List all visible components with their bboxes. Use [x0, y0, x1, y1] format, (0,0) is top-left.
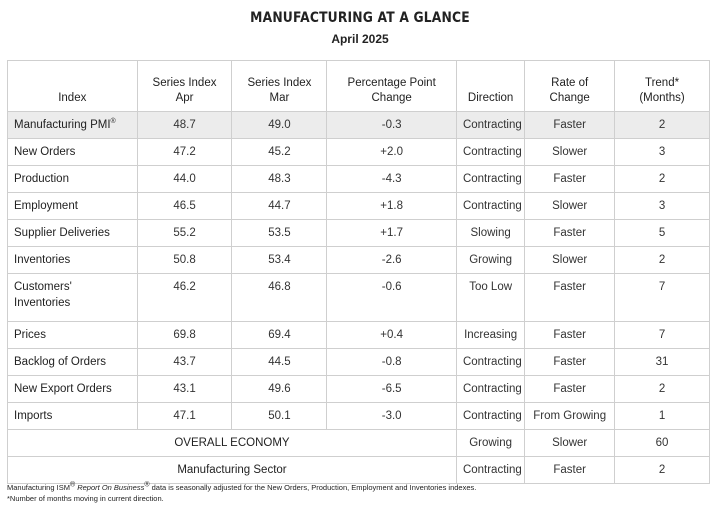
row-index: Backlog of Orders	[8, 349, 138, 376]
row-mar: 46.8	[232, 274, 327, 322]
row-direction: Contracting	[456, 349, 524, 376]
row-trend: 31	[615, 349, 710, 376]
row-index: New Orders	[8, 139, 138, 166]
col-header-direction: Direction	[456, 61, 524, 112]
row-trend: 2	[615, 112, 710, 139]
row-mar: 44.5	[232, 349, 327, 376]
col-header-apr: Series Index Apr	[137, 61, 232, 112]
row-mar: 45.2	[232, 139, 327, 166]
sector-direction: Contracting	[456, 457, 524, 484]
footnote-seasonal: Manufacturing ISM® Report On Business® data is seasonally adjusted for the New Orders, Production, Employment and Inventories indexes.	[7, 481, 477, 492]
manufacturing-table	[7, 60, 710, 484]
row-mar: 50.1	[232, 403, 327, 430]
row-direction: Contracting	[456, 376, 524, 403]
row-rate: Faster	[525, 112, 615, 139]
row-trend: 2	[615, 166, 710, 193]
overall-direction: Growing	[456, 430, 524, 457]
row-index: Imports	[8, 403, 138, 430]
table-row	[8, 322, 710, 349]
row-apr: 48.7	[137, 112, 232, 139]
row-change: -4.3	[327, 166, 457, 193]
row-direction: Growing	[456, 247, 524, 274]
row-rate: Faster	[525, 322, 615, 349]
page-title: MANUFACTURING AT A GLANCE	[250, 10, 470, 26]
row-direction: Contracting	[456, 139, 524, 166]
row-trend: 2	[615, 376, 710, 403]
row-direction: Contracting	[456, 166, 524, 193]
row-index: Customers' Inventories	[8, 274, 138, 322]
row-index: Inventories	[8, 247, 138, 274]
row-direction: Contracting	[456, 112, 524, 139]
table-row	[8, 403, 710, 430]
page-subtitle: April 2025	[331, 32, 389, 46]
overall-economy-label: OVERALL ECONOMY	[8, 430, 457, 457]
row-rate: Faster	[525, 220, 615, 247]
row-rate: Slower	[525, 193, 615, 220]
row-change: -2.6	[327, 247, 457, 274]
row-change: -0.6	[327, 274, 457, 322]
row-rate: Faster	[525, 166, 615, 193]
row-mar: 48.3	[232, 166, 327, 193]
row-apr: 46.5	[137, 193, 232, 220]
row-mar: 44.7	[232, 193, 327, 220]
row-change: -0.8	[327, 349, 457, 376]
row-apr: 44.0	[137, 166, 232, 193]
row-apr: 43.7	[137, 349, 232, 376]
row-trend: 7	[615, 322, 710, 349]
row-mar: 53.4	[232, 247, 327, 274]
row-change: +1.7	[327, 220, 457, 247]
row-rate: Slower	[525, 139, 615, 166]
table-row	[8, 166, 710, 193]
row-apr: 69.8	[137, 322, 232, 349]
row-direction: Contracting	[456, 403, 524, 430]
row-index: Employment	[8, 193, 138, 220]
col-header-rate: Rate of Change	[525, 61, 615, 112]
table-row	[8, 247, 710, 274]
row-change: -3.0	[327, 403, 457, 430]
sector-rate: Faster	[525, 457, 615, 484]
row-rate: Slower	[525, 247, 615, 274]
col-header-change: Percentage Point Change	[327, 61, 457, 112]
manufacturing-sector-label: Manufacturing Sector	[8, 457, 457, 484]
row-index: New Export Orders	[8, 376, 138, 403]
row-direction: Increasing	[456, 322, 524, 349]
row-trend: 2	[615, 247, 710, 274]
row-apr: 55.2	[137, 220, 232, 247]
row-apr: 46.2	[137, 274, 232, 322]
overall-economy-row	[8, 430, 710, 457]
row-index: Production	[8, 166, 138, 193]
table-row	[8, 112, 710, 139]
row-mar: 53.5	[232, 220, 327, 247]
row-apr: 47.2	[137, 139, 232, 166]
col-header-trend: Trend* (Months)	[615, 61, 710, 112]
row-direction: Slowing	[456, 220, 524, 247]
row-rate: Faster	[525, 376, 615, 403]
table-row	[8, 274, 710, 322]
row-apr: 47.1	[137, 403, 232, 430]
row-change: -6.5	[327, 376, 457, 403]
table-row	[8, 139, 710, 166]
row-trend: 5	[615, 220, 710, 247]
col-header-index: Index	[8, 61, 138, 112]
table-row	[8, 376, 710, 403]
row-index: Supplier Deliveries	[8, 220, 138, 247]
col-header-mar: Series Index Mar	[232, 61, 327, 112]
table-header-row	[8, 61, 710, 112]
row-trend: 1	[615, 403, 710, 430]
manufacturing-sector-row	[8, 457, 710, 484]
row-index: Manufacturing PMI®	[8, 112, 138, 139]
row-mar: 69.4	[232, 322, 327, 349]
row-change: +0.4	[327, 322, 457, 349]
row-apr: 50.8	[137, 247, 232, 274]
row-apr: 43.1	[137, 376, 232, 403]
overall-trend: 60	[615, 430, 710, 457]
row-rate: From Growing	[525, 403, 615, 430]
row-direction: Contracting	[456, 193, 524, 220]
footnotes	[7, 482, 713, 504]
row-rate: Faster	[525, 274, 615, 322]
row-trend: 3	[615, 139, 710, 166]
row-trend: 7	[615, 274, 710, 322]
row-change: +1.8	[327, 193, 457, 220]
row-direction: Too Low	[456, 274, 524, 322]
row-mar: 49.6	[232, 376, 327, 403]
overall-rate: Slower	[525, 430, 615, 457]
row-index: Prices	[8, 322, 138, 349]
row-trend: 3	[615, 193, 710, 220]
row-rate: Faster	[525, 349, 615, 376]
sector-trend: 2	[615, 457, 710, 484]
table-row	[8, 349, 710, 376]
row-change: +2.0	[327, 139, 457, 166]
row-change: -0.3	[327, 112, 457, 139]
table-row	[8, 193, 710, 220]
row-mar: 49.0	[232, 112, 327, 139]
table-row	[8, 220, 710, 247]
footnote-trend: *Number of months moving in current direction.	[7, 494, 164, 503]
